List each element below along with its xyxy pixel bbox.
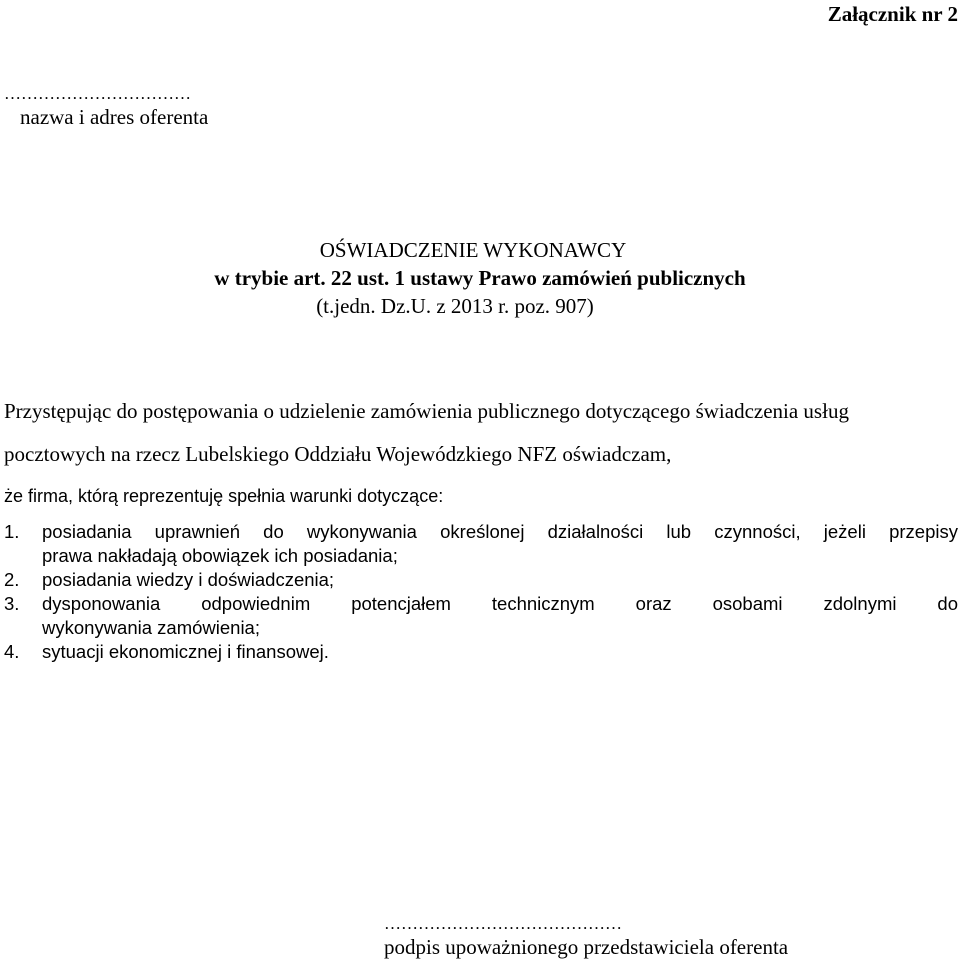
statement-reference xyxy=(0,292,960,320)
conditions-list xyxy=(4,520,958,664)
condition-text-line-1: dysponowania odpowiednim potencjałem technicznym oraz osobami zdolnymi do xyxy=(42,593,958,614)
signature-caption: podpis upoważnionego przedstawiciela oferenta xyxy=(384,935,789,959)
intro-line-1: Przystępując do postępowania o udzielenie zamówienia publicznego dotyczącego świadczenia usług xyxy=(4,399,849,423)
annex-label: Załącznik nr 2 xyxy=(827,2,958,26)
condition-number: 3. xyxy=(4,593,20,614)
condition-item xyxy=(4,568,958,592)
signature-dots-line: …………………………………… xyxy=(384,914,622,933)
condition-text-line-1: posiadania wiedzy i doświadczenia; xyxy=(42,569,335,590)
condition-text-line-1: posiadania uprawnień do wykonywania określonej działalności lub czynności, jeżeli przepisy xyxy=(42,521,958,542)
intro-line-3: że firma, którą reprezentuję spełnia warunki dotyczące: xyxy=(4,486,444,506)
condition-number: 2. xyxy=(4,569,20,590)
offeror-dots-line: …………………………… xyxy=(4,84,191,103)
condition-item xyxy=(4,520,958,568)
condition-text-line-2: prawa nakładają obowiązek ich posiadania; xyxy=(42,545,398,566)
statement-title-text: OŚWIADCZENIE WYKONAWCY xyxy=(319,238,627,262)
condition-item xyxy=(4,640,958,664)
condition-number: 1. xyxy=(4,521,20,542)
condition-text-line-2: wykonywania zamówienia; xyxy=(42,617,260,638)
statement-title xyxy=(0,236,960,264)
condition-number: 4. xyxy=(4,641,20,662)
condition-item xyxy=(4,592,958,640)
statement-legal-basis: w trybie art. 22 ust. 1 ustawy Prawo zamówień publicznych xyxy=(214,266,746,290)
offeror-caption: nazwa i adres oferenta xyxy=(20,105,209,129)
intro-line-2: pocztowych na rzecz Lubelskiego Oddziału Wojewódzkiego NFZ oświadczam, xyxy=(4,442,672,466)
condition-text-line-1: sytuacji ekonomicznej i finansowej. xyxy=(42,641,329,662)
statement-reference-text: (t.jedn. Dz.U. z 2013 r. poz. 907) xyxy=(316,294,594,318)
